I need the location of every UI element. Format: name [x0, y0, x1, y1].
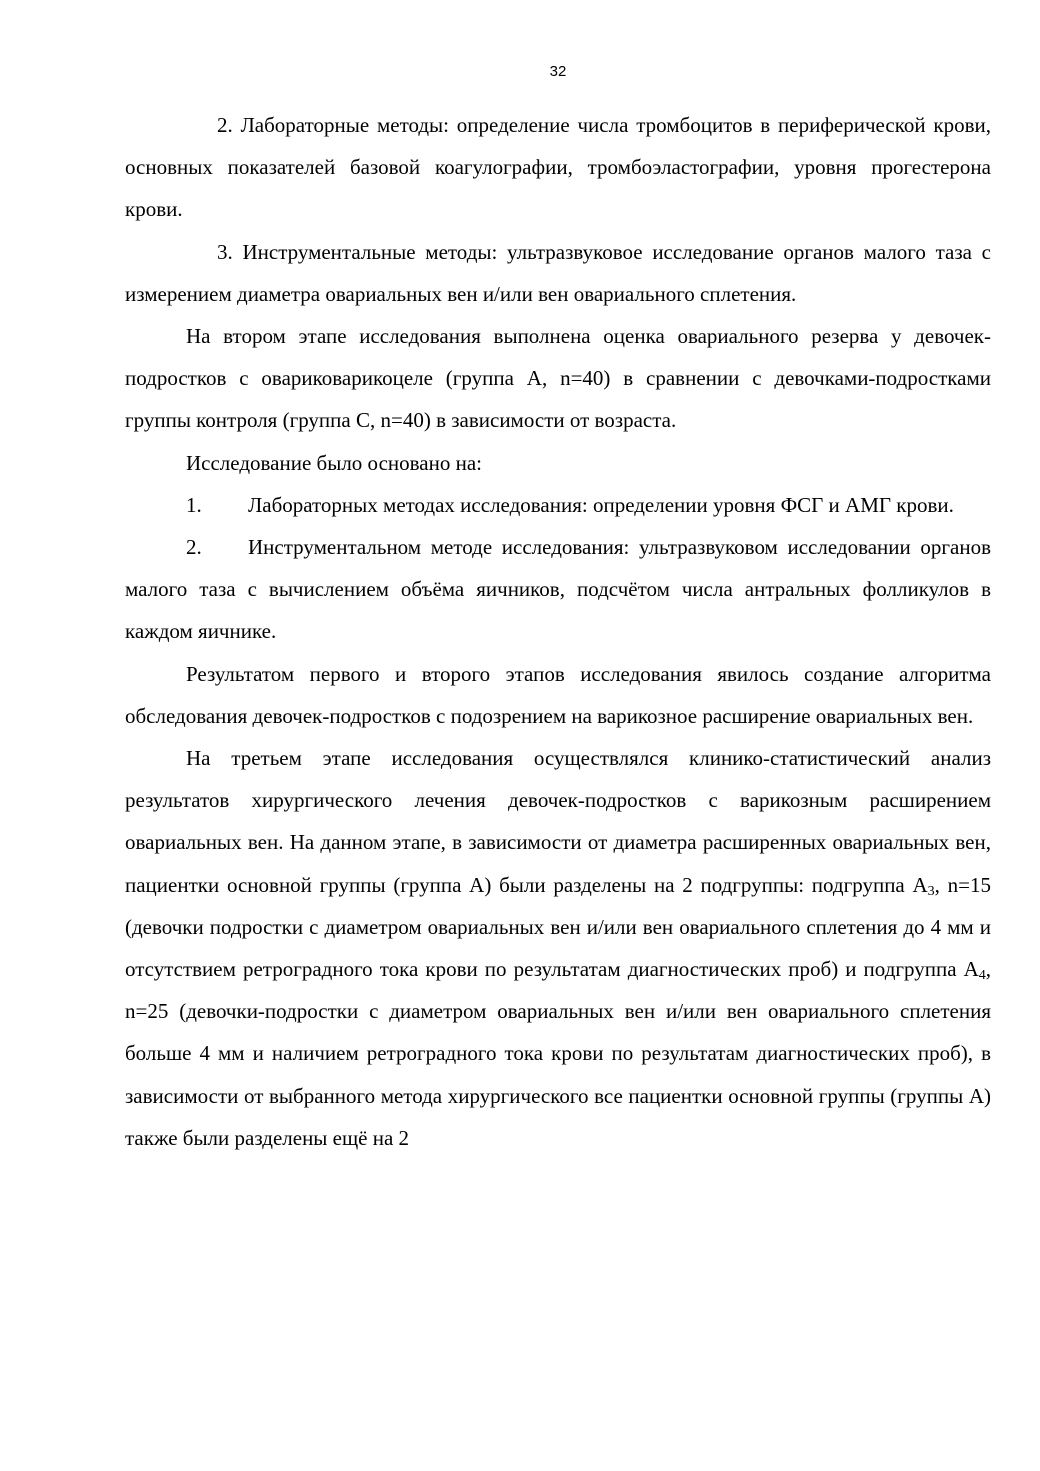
paragraph-result: Результатом первого и второго этапов исследования явилось создание алгоритма обследования девочек-подростков с подозрением на варикозное расширение овариальных вен.	[125, 661, 991, 728]
list-item-number: 2.	[217, 113, 233, 137]
list-item	[125, 484, 991, 526]
paragraph-text: , n=15 (девочки подростки с диаметром овариальных вен и/или вен овариального сплетения до 4 мм и отсутствием ретроградного тока крови по результатам диагностических проб) и подгруппа А	[125, 872, 991, 982]
subscript: 3	[927, 883, 935, 899]
list-item-text: Инструментальном методе исследования: ультразвуковом исследовании органов малого таза с вычислением объёма яичников, подсчётом числа антральных фолликулов в каждом яичнике.	[125, 535, 991, 644]
list-item-text: Инструментальные методы: ультразвуковое исследование органов малого таза с измерением диаметра овариальных вен и/или вен овариального сплетения.	[125, 239, 992, 306]
paragraph-stage-two: На втором этапе исследования выполнена оценка овариального резерва у девочек-подростков с овариковарикоцеле (группа А, n=40) в сравнении с девочками-подростками группы контроля (группа С, n=40) в зависимости от возраста.	[125, 324, 991, 433]
list-item	[125, 231, 991, 315]
paragraph-text: На третьем этапе исследования осуществлялся клинико-статистический анализ результатов хирургического лечения девочек-подростков с варикозным расширением овариальных вен. На данном этапе, в зависимости от диаметра расширенных овариальных вен, пациентки основной группы (группа А) были разделены на 2 подгруппы: подгруппа А	[125, 746, 991, 897]
subscript: 4	[978, 968, 986, 984]
paragraph-text: , n=25 (девочки-подростки с диаметром овариальных вен и/или вен овариального сплетения больше 4 мм и наличием ретроградного тока крови по результатам диагностических проб), в зависимости от выбранного метода хирургического все пациентки основной группы (группы А) также были разделены ещё на 2	[125, 957, 991, 1150]
list-item	[125, 104, 991, 231]
list-item-number: 2.	[186, 535, 202, 560]
list-item-number: 1.	[186, 492, 202, 517]
paragraph-based-on: Исследование было основано на:	[186, 450, 482, 475]
list-item-text: Лабораторные методы: определение числа тромбоцитов в периферической крови, основных показателей базовой коагулографии, тромбоэластографии, уровня прогестерона крови.	[125, 113, 992, 222]
document-body	[125, 104, 991, 1159]
page-number: 32	[549, 63, 567, 80]
list-item	[125, 526, 991, 653]
list-item-text: Лабораторных методах исследования: определении уровня ФСГ и АМГ крови.	[248, 492, 954, 517]
list-item-number: 3.	[217, 239, 233, 264]
paragraph-stage-three	[125, 737, 991, 1159]
